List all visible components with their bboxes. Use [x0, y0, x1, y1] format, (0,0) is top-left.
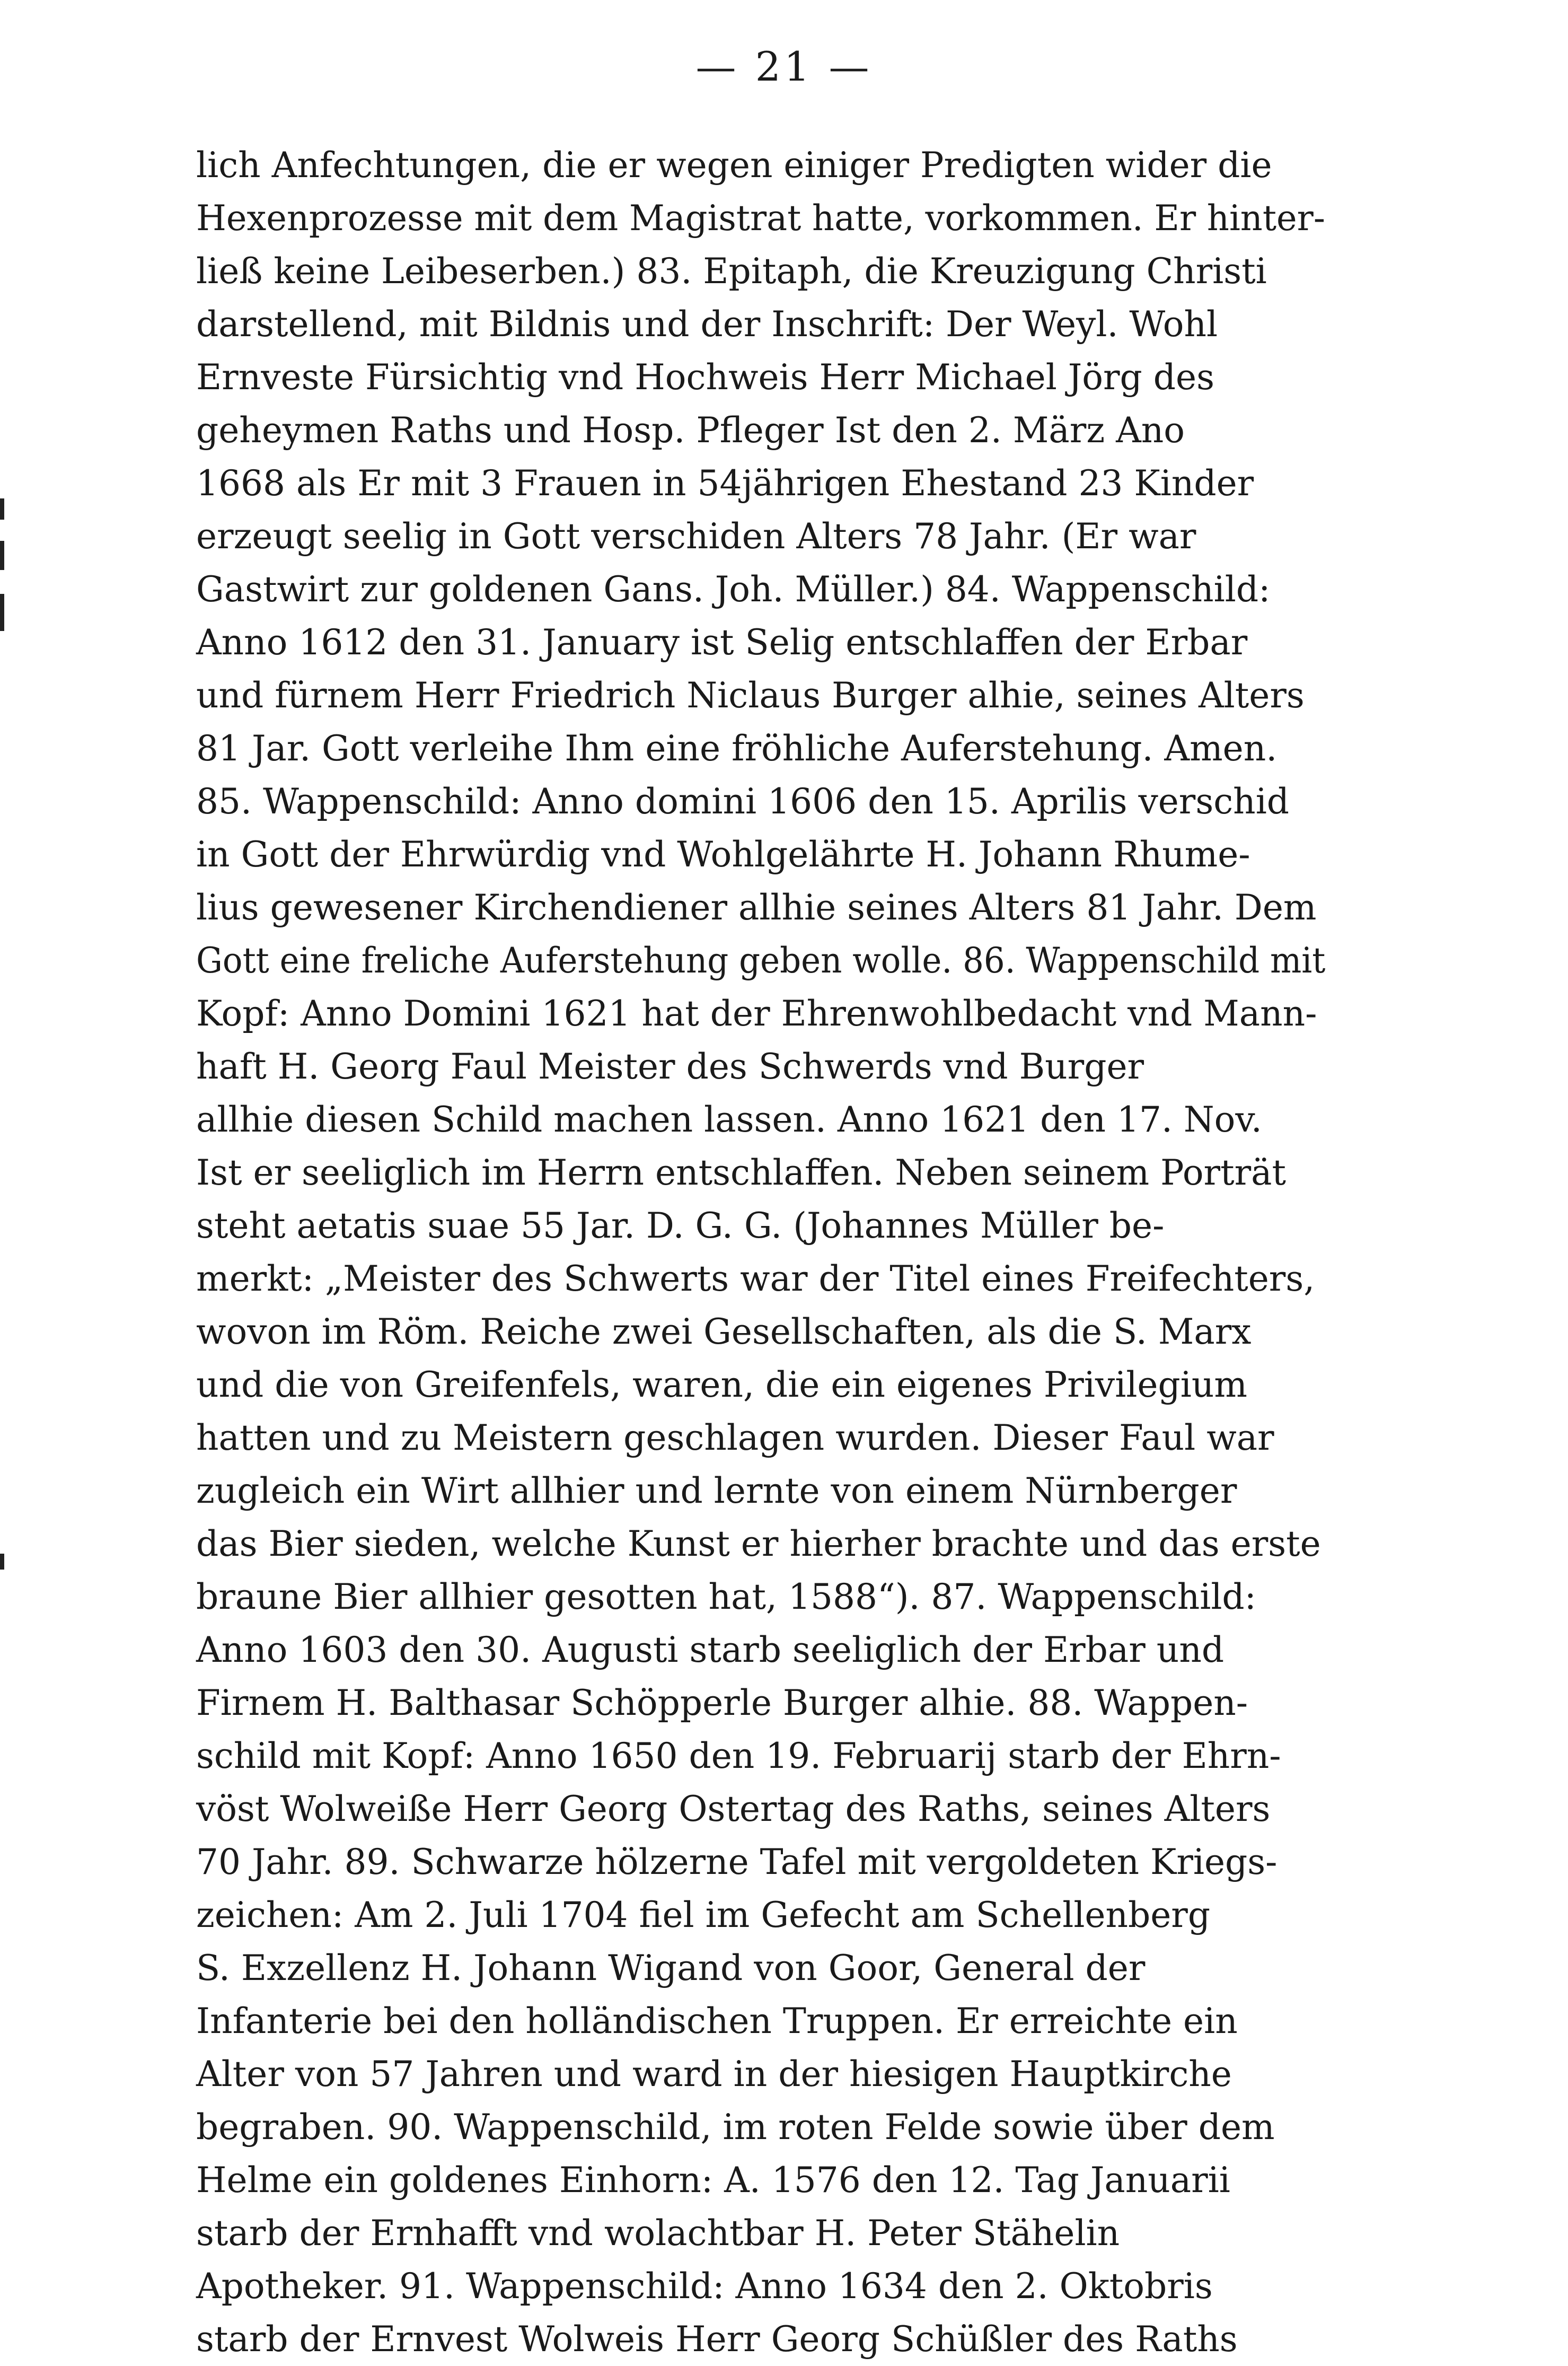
text-line: schild mit Kopf: Anno 1650 den 19. Februarij starb der Ehrn- — [196, 1736, 1281, 1776]
text-line: darstellend, mit Bildnis und der Inschrift: Der Weyl. Wohl — [196, 304, 1218, 345]
scan-edge-mark — [0, 1554, 4, 1570]
text-line: Apotheker. 91. Wappenschild: Anno 1634 den 2. Oktobris — [196, 2266, 1213, 2307]
text-line: Ernveste Fürsichtig vnd Hochweis Herr Michael Jörg des — [196, 357, 1214, 398]
text-line: vöst Wolweiße Herr Georg Ostertag des Raths, seines Alters — [196, 1789, 1271, 1829]
text-line: merkt: „Meister des Schwerts war der Titel eines Freifechters, — [196, 1258, 1315, 1299]
text-line: 85. Wappenschild: Anno domini 1606 den 15. Aprilis verschid — [196, 781, 1290, 822]
text-line: Ist er seeliglich im Herrn entschlaffen. Neben seinem Porträt — [196, 1152, 1287, 1193]
text-line: Helme ein goldenes Einhorn: A. 1576 den 12. Tag Januarii — [196, 2160, 1230, 2201]
text-line: begraben. 90. Wappenschild, im roten Felde sowie über dem — [196, 2107, 1275, 2148]
scan-edge-mark — [0, 541, 4, 570]
text-line: zeichen: Am 2. Juli 1704 fiel im Gefecht am Schellenberg — [196, 1895, 1211, 1935]
text-line: 70 Jahr. 89. Schwarze hölzerne Tafel mit vergoldeten Kriegs- — [196, 1842, 1278, 1882]
text-line: starb der Ernhafft vnd wolachtbar H. Peter Stähelin — [196, 2213, 1120, 2254]
scan-edge-mark — [0, 498, 4, 520]
text-line: in Gott der Ehrwürdig vnd Wohlgelährte H. Johann Rhume- — [196, 834, 1250, 875]
scan-edge-mark — [0, 594, 4, 631]
text-line: Gott eine freliche Auferstehung geben wolle. 86. Wappenschild mit — [196, 940, 1326, 981]
text-line: haft H. Georg Faul Meister des Schwerds vnd Burger — [196, 1046, 1144, 1087]
text-line: Anno 1612 den 31. January ist Selig entschlaffen der Erbar — [196, 622, 1248, 663]
text-line: allhie diesen Schild machen lassen. Anno 1621 den 17. Nov. — [196, 1099, 1262, 1140]
text-line: erzeugt seelig in Gott verschiden Alters 78 Jahr. (Er war — [196, 516, 1196, 557]
text-line: Gastwirt zur goldenen Gans. Joh. Müller.) 84. Wappenschild: — [196, 569, 1271, 610]
text-line: S. Exzellenz H. Johann Wigand von Goor, General der — [196, 1948, 1146, 1988]
text-line: und fürnem Herr Friedrich Niclaus Burger alhie, seines Alters — [196, 675, 1305, 716]
text-line: wovon im Röm. Reiche zwei Gesellschaften, als die S. Marx — [196, 1311, 1252, 1352]
text-line: Anno 1603 den 30. Augusti starb seeliglich der Erbar und — [196, 1629, 1225, 1670]
text-line: und die von Greifenfels, waren, die ein eigenes Privilegium — [196, 1364, 1247, 1405]
text-line: Alter von 57 Jahren und ward in der hiesigen Hauptkirche — [196, 2054, 1232, 2095]
text-line: ließ keine Leibeserben.) 83. Epitaph, die Kreuzigung Christi — [196, 251, 1267, 292]
text-line: Hexenprozesse mit dem Magistrat hatte, vorkommen. Er hinter- — [196, 198, 1325, 239]
text-line: zugleich ein Wirt allhier und lernte von einem Nürnberger — [196, 1470, 1237, 1511]
text-line: Firnem H. Balthasar Schöpperle Burger alhie. 88. Wappen- — [196, 1683, 1248, 1723]
text-line: geheymen Raths und Hosp. Pfleger Ist den 2. März Ano — [196, 410, 1185, 451]
text-line: starb der Ernvest Wolweis Herr Georg Schüßler des Raths — [196, 2319, 1238, 2360]
text-line: lich Anfechtungen, die er wegen einiger Predigten wider die — [196, 145, 1272, 186]
text-line: Infanterie bei den holländischen Truppen. Er erreichte ein — [196, 2001, 1238, 2041]
text-line: 81 Jar. Gott verleihe Ihm eine fröhliche Auferstehung. Amen. — [196, 728, 1278, 769]
text-line: steht aetatis suae 55 Jar. D. G. G. (Johannes Müller be- — [196, 1205, 1165, 1246]
text-line: das Bier sieden, welche Kunst er hierher brachte und das erste — [196, 1523, 1321, 1564]
text-line: 1668 als Er mit 3 Frauen in 54jährigen Ehestand 23 Kinder — [196, 463, 1254, 504]
body-text — [196, 139, 1325, 2366]
text-line: braune Bier allhier gesotten hat, 1588“). 87. Wappenschild: — [196, 1576, 1256, 1617]
page-number: — 21 — — [695, 43, 873, 90]
text-line: lius gewesener Kirchendiener allhie seines Alters 81 Jahr. Dem — [196, 887, 1317, 928]
text-line: Kopf: Anno Domini 1621 hat der Ehrenwohlbedacht vnd Mann- — [196, 993, 1317, 1034]
text-line: hatten und zu Meistern geschlagen wurden. Dieser Faul war — [196, 1417, 1274, 1458]
